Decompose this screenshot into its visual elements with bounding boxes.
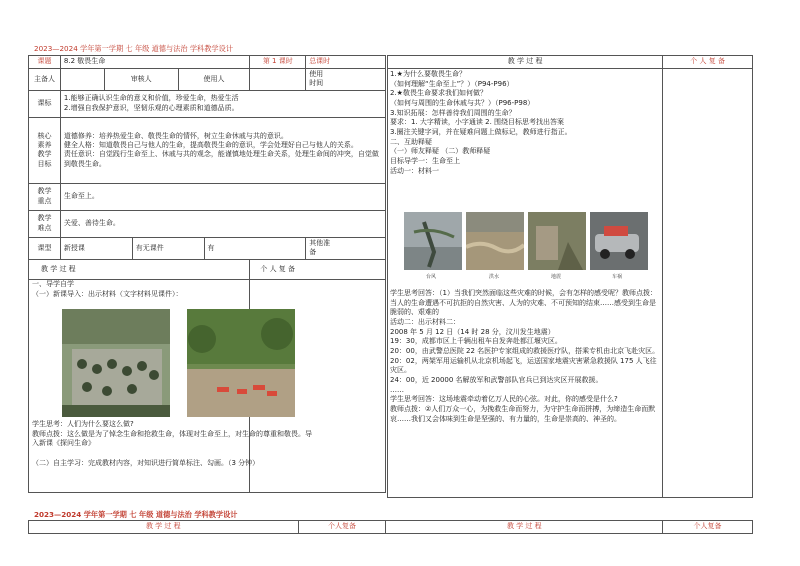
footer-review-right: 个人复备 bbox=[663, 521, 753, 534]
lesson-title: 8.2 敬畏生命 bbox=[60, 56, 249, 69]
difficulty-label: 教学 难点 bbox=[29, 210, 61, 237]
student-think-text: 学生思考：人们为什么要这么做? 教师点拨：这么做是为了悼念生命和抢救生命，体现对生命至上，对生命的尊重和敬畏。导入新课《探问生命》 （二）自主学习：完成教材内容，对知识进行简单标注、勾画。（3 分钟） bbox=[32, 420, 312, 467]
right-process-header: 教 学 过 程 bbox=[388, 56, 663, 69]
lesson-type-value: 新授课 bbox=[60, 237, 132, 259]
user-value bbox=[250, 69, 306, 91]
standard-text: 1.能够正确认识生命的意义和价值，珍爱生命，热爱生活 2.增强自我保护意识，坚韧乐观的心理素质和道德品质。 bbox=[60, 90, 385, 117]
core-literacy-label: 核心 素养 教学 目标 bbox=[29, 117, 61, 183]
typhoon-photo bbox=[404, 212, 462, 270]
presenter-value bbox=[60, 69, 104, 91]
key-point-text: 生命至上。 bbox=[60, 183, 385, 210]
process-header: 教 学 过 程 bbox=[29, 259, 250, 279]
footer-process-left: 教 学 过 程 bbox=[29, 521, 299, 534]
courseware-value: 有 bbox=[204, 237, 306, 259]
period-label: 第 1 课时 bbox=[250, 56, 306, 69]
standard-label: 课标 bbox=[29, 90, 61, 117]
rescue-photo bbox=[187, 309, 295, 417]
lesson-type-label: 课型 bbox=[29, 237, 61, 259]
courseware-label: 有无课件 bbox=[132, 237, 204, 259]
review-header: 个 人 复 备 bbox=[250, 259, 386, 279]
topic-label: 课题 bbox=[29, 56, 61, 69]
earthquake-photo bbox=[528, 212, 586, 270]
difficulty-text: 关爱、善待生命。 bbox=[60, 210, 385, 237]
car-accident-photo bbox=[590, 212, 648, 270]
use-time-label: 使用 时间 bbox=[306, 69, 386, 91]
other-prep-label: 其他准 备 bbox=[306, 237, 386, 259]
caption-earthquake: 地震 bbox=[551, 274, 562, 280]
caption-accident: 车祸 bbox=[612, 274, 623, 280]
user-label: 使用人 bbox=[178, 69, 250, 91]
page-header-top: 2023—2024 学年第一学期 七 年级 道德与法治 学科教学设计 bbox=[34, 44, 233, 53]
right-review-header: 个 人 复 备 bbox=[663, 56, 753, 69]
memorial-photo bbox=[62, 309, 170, 417]
right-review-body bbox=[663, 69, 753, 498]
key-point-label: 教学 重点 bbox=[29, 183, 61, 210]
footer-table bbox=[28, 520, 753, 534]
flood-photo bbox=[466, 212, 524, 270]
right-text-part2: 学生思考回答：（1）当我们突然面临这些灾难的时候，会有怎样的感受呢？教师点拨：当人的生命遭遇不可抗拒的自然灾害、人为的灾难、不可预知的结束……感受到生命是脆弱的、艰难的 活动二：出示材料二： 2008 年 5 月 12 日（14 时 28 分，汶川发生地震） 19：30，成都市区上千辆出租车自发奔赴都江堰灾区。 20：00，由武警总医院 22 名医护专家组成的救援医疗队，搭乘专机由北京飞赴灾区。 20：02，两架军用运输机从北京机场起飞，运送国家地震灾害紧急救援队 175 人飞往灾区。 24：00，近 20000 名解放军和武警部队官兵已到达灾区开展救援。 …… 学生思考回答：这场地震牵动着亿万人民的心弦。对此，你的感受是什么? 教师点拨：②人们万众一心，为挽救生命而努力，为守护生命而拼搏，为缔造生命而默哀……我们又会体味到生命是坚强的、有力量的，生命是崇高的、神圣的。 bbox=[390, 289, 660, 423]
intro-text: 一、导学自学 （一）新课导入：出示材料（文字材料见课件）： bbox=[32, 280, 183, 298]
total-periods-label: 总课时 bbox=[306, 56, 386, 69]
page-header-bottom: 2023—2024 学年第一学期 七 年级 道德与法治 学科教学设计 bbox=[34, 510, 238, 519]
footer-process-right: 教 学 过 程 bbox=[386, 521, 663, 534]
presenter-label: 主备人 bbox=[29, 69, 61, 91]
reviewer-label: 审核人 bbox=[104, 69, 178, 91]
right-text-part1: 1.★为什么要敬畏生命？ （如何理解“生命至上”？）（P94-P96） 2.★敬畏生命要求我们如何做？ （如何与周围的生命休戚与共？）（P96-P98） 3.知识拓展：怎样善待我们周围的生命？ 要求：1. 大字精读，小字通读 2. 围绕目标思考找出答案 3.圈注关键字词，并在疑难问题上做标记，教师进行指正。 二、互助释疑 （一）师友释疑 （二）教师释疑 目标导学一：生命至上 活动一：材料一 bbox=[390, 70, 572, 175]
core-literacy-text: 道德修养：培养热爱生命、敬畏生命的情怀，树立生命休戚与共的意识。 健全人格：知道敬畏自己与他人的生命，提高敬畏生命的意识，学会处理好自己与他人的关系。 责任意识：自觉践行生命至上、休戚与共的观念，能谨慎地处理生命关系，处理生命间的冲突，自觉做到敬畏生命。 bbox=[60, 117, 385, 183]
footer-review-left: 个人复备 bbox=[298, 521, 386, 534]
caption-flood: 洪水 bbox=[489, 274, 500, 280]
caption-typhoon: 台风 bbox=[426, 274, 437, 280]
